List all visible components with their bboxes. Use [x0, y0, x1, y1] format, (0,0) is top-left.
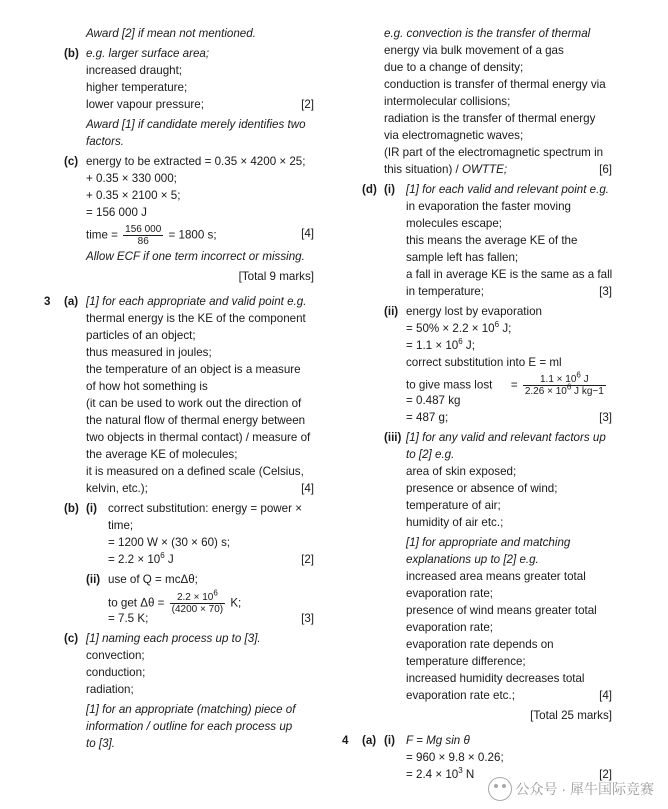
q3diii-head: to [2] e.g.	[406, 448, 455, 461]
q3diii-marks: [4]	[599, 689, 612, 702]
q3c-example-line: radiation is the transfer of thermal energy	[384, 112, 596, 125]
q3diii-line: temperature of air;	[406, 499, 501, 512]
q2b-note: factors.	[86, 135, 125, 148]
watermark	[488, 777, 654, 801]
q3di-line: sample left has fallen;	[406, 251, 519, 264]
q2c-marks: [4]	[301, 227, 314, 240]
q3diii-line: evaporation rate;	[406, 587, 494, 600]
q2-top-note: Award [2] if mean not mentioned.	[86, 27, 256, 40]
q3dii-line: = 487 g;	[406, 411, 449, 424]
q3di-line: in temperature;	[406, 285, 484, 298]
q3di-line: molecules escape;	[406, 217, 503, 230]
q2b-line: higher temperature;	[86, 81, 188, 94]
q3-number: 3	[44, 295, 51, 308]
q3bii-line: use of Q = mcΔθ;	[108, 573, 198, 586]
q2c-line: energy to be extracted = 0.35 × 4200 × 25;	[86, 155, 306, 168]
q3di-line: a fall in average KE is the same as a fall	[406, 268, 613, 281]
q3dii-label: (ii)	[384, 305, 399, 318]
q4-number: 4	[342, 734, 349, 747]
q3c-label: (c)	[64, 632, 79, 645]
q3dii-line: = $50\% \times 2.2 \times 10^6$ J;	[406, 320, 512, 335]
q3c-line: radiation;	[86, 683, 134, 696]
q3a-line: thus measured in joules;	[86, 346, 212, 359]
q3a-line: the temperature of an object is a measure	[86, 363, 301, 376]
q2b-line: e.g. larger surface area;	[86, 47, 210, 60]
q3a-marks: [4]	[301, 482, 314, 495]
q3diii-line: evaporation rate;	[406, 621, 494, 634]
q3dii-mass-equation: to give mass lost = $\frac{1.1 \times 10^6 J}{2.26 \times 10^6 J kg-1}$	[406, 370, 604, 397]
q3dii-line: = 0.487 kg	[406, 394, 461, 407]
q3c-line: convection;	[86, 649, 145, 662]
q3bi-label: (i)	[86, 502, 97, 515]
q2b-note: Award [1] if candidate merely identifies two	[86, 118, 306, 131]
q3diii-head2: explanations up to [2] e.g.	[406, 553, 539, 566]
q3a-line: kelvin, etc.);	[86, 482, 148, 495]
q3c-example-line: (IR part of the electromagnetic spectrum in	[384, 146, 604, 159]
q3diii-line: evaporation rate depends on	[406, 638, 554, 651]
q3di-line: this means the average KE of the	[406, 234, 578, 247]
q3c-example-last: this situation) / OWTTE;	[384, 163, 508, 176]
q3bi-line: correct substitution: energy = power ×	[108, 502, 302, 515]
q3d-label: (d)	[362, 183, 377, 196]
q3dii-line: = $1.1 \times 10^6$ J;	[406, 337, 475, 352]
q3dii-line: energy lost by evaporation	[406, 305, 542, 318]
q3c-example-line: due to a change of density;	[384, 61, 524, 74]
time-fraction: $\frac{156 000}{86}$	[125, 224, 162, 247]
q3c-marks: [6]	[599, 163, 612, 176]
q3diii-line: presence or absence of wind;	[406, 482, 558, 495]
q3a-line: thermal energy is the KE of the component	[86, 312, 306, 325]
q2c-time-equation: time = $\frac{156 000}{86}$ = 1800 s;	[86, 224, 217, 247]
q2b-line: lower vapour pressure;	[86, 98, 204, 111]
q4ai-result: = $2.4 \times 10^3$ N	[406, 766, 475, 781]
q2b-line: increased draught;	[86, 64, 183, 77]
q3di-line: in evaporation the faster moving	[406, 200, 571, 213]
q3c-head: [1] naming each process up to [3].	[86, 632, 261, 645]
q3di-marks: [3]	[599, 285, 612, 298]
q4ai-line: F = Mg sin θ	[406, 734, 470, 747]
q3c-example-line: conduction is transfer of thermal energy via	[384, 78, 606, 91]
q3c-note: information / outline for each process up	[86, 720, 293, 733]
q3a-line: two objects in thermal contact) / measure of	[86, 431, 311, 444]
q3a-line: it is measured on a defined scale (Celsius,	[86, 465, 304, 478]
q3diii-line: increased humidity decreases total	[406, 672, 585, 685]
q2b-marks: [2]	[301, 98, 314, 111]
q3bii-result: = 7.5 K;	[108, 612, 149, 625]
q3bii-label: (ii)	[86, 573, 101, 586]
q3b-label: (b)	[64, 502, 79, 515]
q3a-line: (it can be used to work out the direction of	[86, 397, 302, 410]
q3bi-marks: [2]	[301, 553, 314, 566]
q2c-label: (c)	[64, 155, 79, 168]
q3a-label: (a)	[64, 295, 79, 308]
q2b-label: (b)	[64, 47, 79, 60]
q3-total: [Total 25 marks]	[530, 709, 612, 722]
q2c-line: + 0.35 × 2100 × 5;	[86, 189, 181, 202]
q3a-line: the average KE of molecules;	[86, 448, 238, 461]
q3bi-result: = $2.2 \times 10^6$ J	[108, 551, 174, 566]
q4ai-label: (i)	[384, 734, 395, 747]
q4ai-line: = 960 × 9.8 × 0.26;	[406, 751, 504, 764]
q3di-label: (i)	[384, 183, 395, 196]
mass-fraction: $\frac{1.1 \times 10^6 J}{2.26 \times 10^6 J kg-1}$	[524, 370, 604, 397]
q3dii-line: correct substitution into E = ml	[406, 356, 562, 369]
q4a-label: (a)	[362, 734, 377, 747]
q3bi-line: time;	[108, 519, 134, 532]
q3c-note: [1] for an appropriate (matching) piece of	[86, 703, 296, 716]
delta-theta-fraction: $\frac{2.2 \times 10^6}{(4200 \times 70)}$	[171, 588, 224, 615]
q3diii-line: area of skin exposed;	[406, 465, 517, 478]
q4ai-marks: [2]	[599, 768, 612, 781]
q3a-line: particles of an object;	[86, 329, 196, 342]
q2-total: [Total 9 marks]	[238, 270, 314, 283]
q3diii-head: [1] for any valid and relevant factors up	[406, 431, 606, 444]
q3diii-line: humidity of air etc.;	[406, 516, 504, 529]
q3diii-line: evaporation rate etc.;	[406, 689, 515, 702]
q3c-example-line: energy via bulk movement of a gas	[384, 44, 564, 57]
q3c-note: to [3].	[86, 737, 116, 750]
q2c-line: = 156 000 J	[86, 206, 147, 219]
q3diii-label: (iii)	[384, 431, 402, 444]
q3diii-line: increased area means greater total	[406, 570, 586, 583]
q3c-example-line: e.g. convection is the transfer of thermal	[384, 27, 591, 40]
q3a-line: of how hot something is	[86, 380, 208, 393]
wechat-official-account-icon	[488, 777, 512, 801]
q2c-line: + 0.35 × 330 000;	[86, 172, 177, 185]
q3a-head: [1] for each appropriate and valid point e.g.	[86, 295, 307, 308]
q3c-example-line: via electromagnetic waves;	[384, 129, 524, 142]
q3a-line: the natural flow of thermal energy between	[86, 414, 306, 427]
q3diii-head2: [1] for appropriate and matching	[406, 536, 571, 549]
q3diii-line: presence of wind means greater total	[406, 604, 597, 617]
q3c-line: conduction;	[86, 666, 146, 679]
q3c-example-line: intermolecular collisions;	[384, 95, 511, 108]
q2c-note: Allow ECF if one term incorrect or missing.	[86, 250, 305, 263]
q3dii-marks: [3]	[599, 411, 612, 424]
q3bii-equation: to get Δθ = $\frac{2.2 \times 10^6}{(4200 \times 70)}$ K;	[108, 588, 242, 615]
q3diii-line: temperature difference;	[406, 655, 526, 668]
q3di-head: [1] for each valid and relevant point e.g.	[406, 183, 610, 196]
q3bii-marks: [3]	[301, 612, 314, 625]
watermark-text: 公众号 · 犀牛国际竞赛	[515, 781, 654, 797]
q3bi-line: = 1200 W × (30 × 60) s;	[108, 536, 231, 549]
